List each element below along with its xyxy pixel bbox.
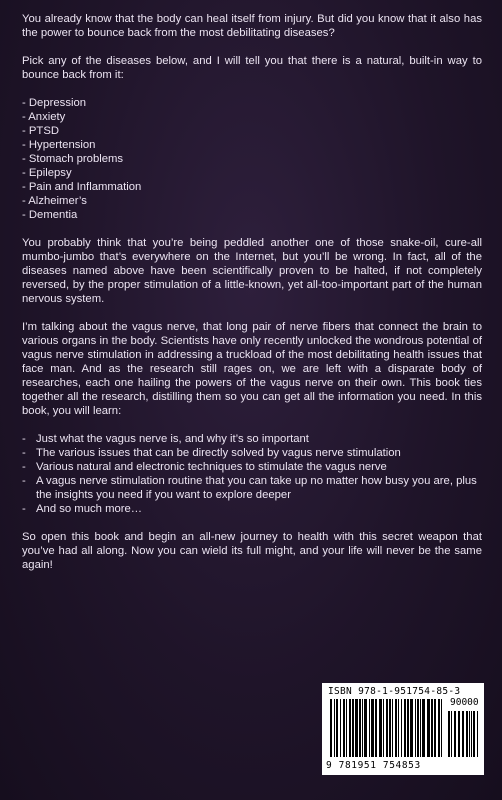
list-item-text: Just what the vagus nerve is, and why it’s so important: [36, 433, 309, 445]
barcode-bar: [364, 699, 367, 757]
barcode-bar: [362, 699, 363, 757]
list-item: [22, 474, 482, 502]
list-dash: -: [22, 503, 26, 515]
barcode-bar: [404, 699, 406, 757]
list-item: - Dementia: [22, 209, 78, 221]
barcode-bar: [386, 699, 388, 757]
barcode-addon-bar: [454, 711, 456, 757]
list-dash: -: [22, 475, 26, 487]
barcode-addon-bar: [471, 711, 472, 757]
barcode-bar: [369, 699, 370, 757]
price-code: 90000: [450, 697, 479, 708]
barcode-bar: [340, 699, 341, 757]
list-item: - Pain and Inflammation: [22, 181, 142, 193]
barcode-bar: [401, 699, 402, 757]
barcode-addon-bar: [466, 711, 468, 757]
disease-list: [22, 96, 482, 222]
list-dash: -: [22, 447, 26, 459]
list-item: - Alzheimer’s: [22, 195, 87, 207]
pick-paragraph: Pick any of the diseases below, and I will tell you that there is a natural, built-in way to bounce back from it:: [22, 55, 482, 81]
barcode-bar: [375, 699, 377, 757]
barcode-bar: [349, 699, 351, 757]
learn-list: [22, 432, 482, 516]
barcode-bar: [415, 699, 416, 757]
barcode-bar: [398, 699, 399, 757]
barcode-bar: [334, 699, 335, 757]
list-item: - Anxiety: [22, 111, 66, 123]
barcode-bar: [330, 699, 332, 757]
list-item-text: The various issues that can be directly solved by vagus nerve stimulation: [36, 447, 401, 459]
isbn-barcode: [322, 683, 484, 775]
barcode-bar: [407, 699, 409, 757]
barcode-bar: [417, 699, 419, 757]
barcode-bar: [422, 699, 425, 757]
barcode-addon-bar: [462, 711, 464, 757]
barcode-bar: [420, 699, 421, 757]
barcode-bar: [389, 699, 391, 757]
list-item: - Hypertension: [22, 139, 96, 151]
list-item: - PTSD: [22, 125, 60, 137]
list-item: - Depression: [22, 97, 87, 109]
barcode-bar: [438, 699, 440, 757]
barcode-bar: [343, 699, 345, 757]
barcode-bar: [336, 699, 338, 757]
barcode-bar: [410, 699, 413, 757]
barcode-bars-icon: [330, 699, 480, 759]
closing-paragraph: So open this book and begin an all-new journey to health with this secret weapon that you’ve had all along. Now you can wield its full might, and your life will never be the same again!: [22, 531, 482, 571]
list-item-text: Various natural and electronic techniques to stimulate the vagus nerve: [36, 461, 387, 473]
list-dash: -: [22, 433, 26, 445]
list-item-text: And so much more…: [36, 503, 143, 515]
barcode-bar: [441, 699, 442, 757]
list-item: [22, 502, 482, 516]
barcode-bar: [434, 699, 436, 757]
barcode-addon-bar: [448, 711, 450, 757]
isbn-label: ISBN 978-1-951754-85-3: [328, 686, 461, 697]
barcode-bar: [431, 699, 433, 757]
mumbo-paragraph: You probably think that you’re being peddled another one of those snake-oil, cure-all mumbo-jumbo that’s everywhere on the Internet, but you’ll be wrong. In fact, all of the diseases named above have been scientifically proven to be halted, if not completely reversed, by the proper stimulation of a little-known, yet all-too-important part of the human nervous system.: [22, 237, 482, 305]
list-item: [22, 460, 482, 474]
list-item: - Stomach problems: [22, 153, 124, 165]
barcode-digits: 9 781951 754853: [326, 760, 421, 771]
list-item: [22, 446, 482, 460]
barcode-addon-bar: [477, 711, 478, 757]
intro-paragraph: You already know that the body can heal itself from injury. But did you know that it also has the power to bounce back from the most debilitating diseases?: [22, 13, 482, 39]
blurb-text: [22, 12, 482, 586]
barcode-bar: [346, 699, 347, 757]
barcode-bar: [352, 699, 354, 757]
list-dash: -: [22, 461, 26, 473]
barcode-bar: [371, 699, 374, 757]
barcode-bar: [383, 699, 384, 757]
barcode-bar: [395, 699, 397, 757]
barcode-bar: [427, 699, 430, 757]
list-item: [22, 432, 482, 446]
barcode-bar: [379, 699, 382, 757]
barcode-addon-bar: [469, 711, 470, 757]
barcode-addon-bar: [473, 711, 475, 757]
list-item: - Epilepsy: [22, 167, 72, 179]
barcode-addon-bar: [458, 711, 460, 757]
barcode-addon-bar: [451, 711, 452, 757]
vagus-paragraph: I’m talking about the vagus nerve, that long pair of nerve fibers that connect the brain to various organs in the body. Scientists have only recently unlocked the wondrous potential of vagus nerve stimulation in addressing a truckload of the most debilitating health issues that face man. And as the research still rages on, we are left with a disparate body of researches, each one hailing the powers of the vagus nerve on their own. This book ties together all the research, distilling them so you can get all the information you need. In this book, you will learn:: [22, 321, 482, 417]
list-item-text: A vagus nerve stimulation routine that you can take up no matter how busy you are, plus the insights you need if you want to explore deeper: [36, 475, 477, 501]
barcode-bar: [355, 699, 358, 757]
barcode-bar: [359, 699, 361, 757]
barcode-bar: [392, 699, 393, 757]
